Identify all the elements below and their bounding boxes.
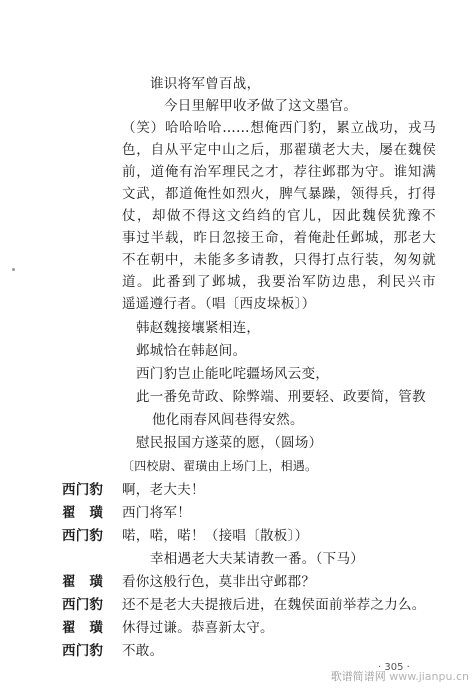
dialogue-text: 西门将军！ [122,505,191,521]
watermark-url: www.jianpu.cn [389,670,469,683]
aria-line-3: 西门豹岂止能叱咤疆场风云变， [136,366,330,382]
dialogue-text: 喏，喏，喏！（接唱〔散板〕） [122,528,309,544]
speaker-label: 西门豹 [62,482,104,498]
stage-direction: 〔四校尉、翟璜由上场门上，相遇。 [122,459,318,473]
dialogue-text: 幸相遇老大夫某请教一番。（下马） [150,551,365,567]
verse-line-1: 谁识将军曾百战， [150,76,261,92]
dialogue-text: 还不是老大夫提掖后进，在魏侯面前举荐之力么。 [122,597,426,613]
speaker-label: 翟 璜 [62,505,104,521]
aria-line-4: 此一番免苛政、除弊端、刑要轻、政要简，管教 [136,389,426,405]
prose-line-9: 遥遥遵行者。（唱〔西皮垛板〕） [122,296,316,312]
prose-line-8: 道。此番到了邺城，我要治军防边患，利民兴市 [122,274,436,290]
speaker-label: 翟 璜 [62,620,104,636]
aria-line-1: 韩赵魏接壤紧相连， [136,320,261,336]
aria-line-5: 他化雨春风闾巷得安然。 [152,412,304,428]
watermark-site: 歌谱简谱网 [330,670,386,683]
aria-line-2: 邺城恰在韩赵间。 [136,343,247,359]
prose-line-7: 不在朝中，未能多多请教，只得打点行装，匆匆就 [122,252,436,268]
dialogue-text: 休得过谦。恭喜新太守。 [122,620,274,636]
speaker-label: 翟 璜 [62,574,104,590]
prose-line-3: 前，道俺有治军理民之才，荐往邺郡为守。谁知满 [122,164,436,180]
speaker-label: 西门豹 [62,597,104,613]
prose-line-2: 色，自从平定中山之后，那翟璜老大夫，屡在魏侯 [122,142,436,158]
speaker-label: 西门豹 [62,643,104,659]
aria-line-6: 慰民报国方遂菜的愿，（圆场） [136,435,323,451]
verse-line-2: 今日里解甲收矛做了这文墨官。 [164,98,358,114]
prose-line-6: 事过半载，昨日忽接王命，着俺赴任邺城，那老大 [122,230,436,246]
page-number: · 305 · [378,662,410,673]
speaker-label: 西门豹 [62,528,104,544]
watermark [331,668,469,684]
dialogue-text: 看你这般行色，莫非出守邺郡？ [122,574,316,590]
prose-line-1: （笑）哈哈哈哈……想俺西门豹，累立战功，戎马 [122,120,436,136]
prose-line-5: 仗，却做不得这文绉绉的官儿，因此魏侯犹豫不 [122,208,436,224]
dialogue-text: 不敢。 [122,643,164,659]
dialogue-text: 啊，老大夫！ [122,482,205,498]
margin-mark [12,268,15,271]
prose-line-4: 文武，都道俺性如烈火，脾气暴躁，领得兵，打得 [122,186,436,202]
